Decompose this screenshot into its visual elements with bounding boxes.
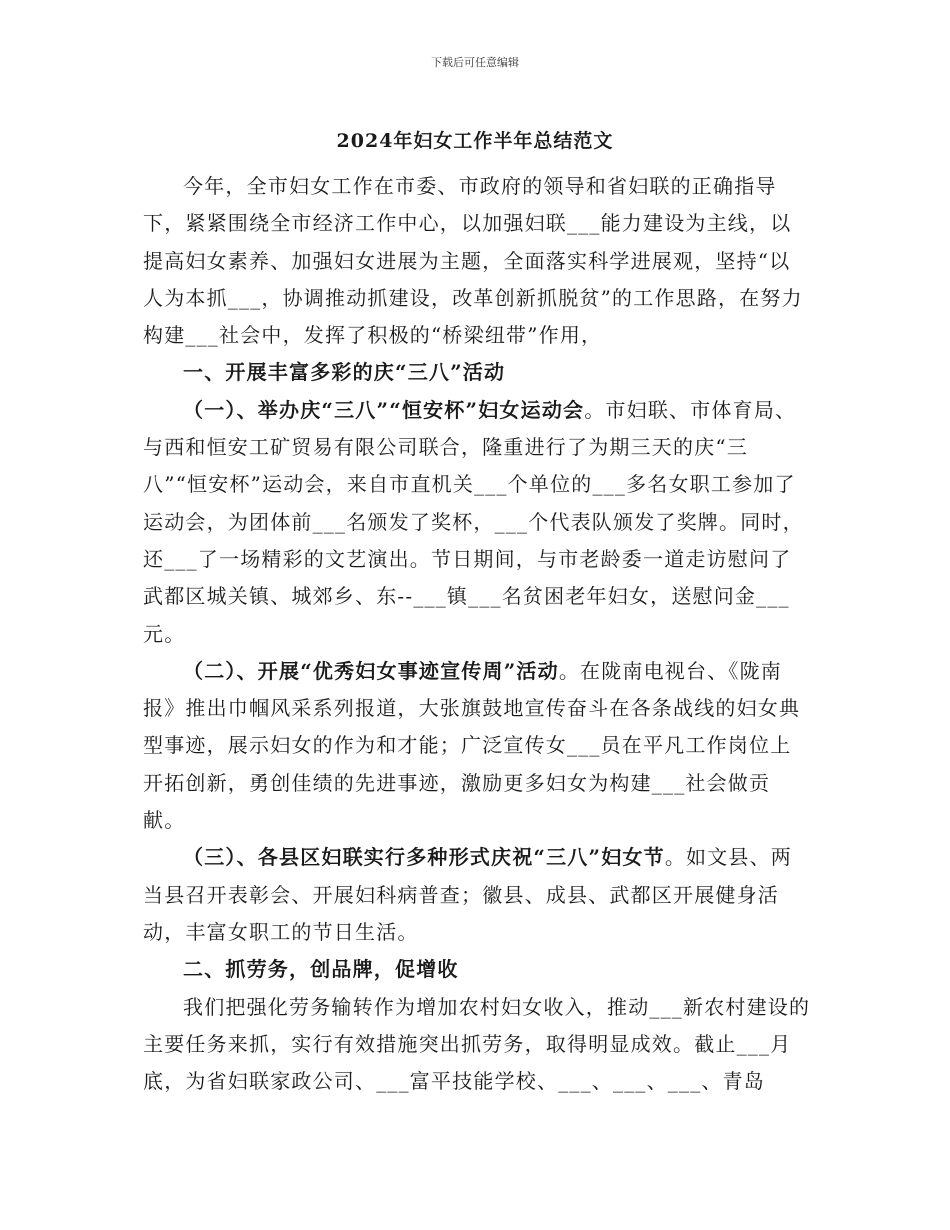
- intro-paragraph: 今年，全市妇女工作在市委、市政府的领导和省妇联的正确指导下，紧紧围绕全市经济工作中心，以加强妇联___能力建设为主线，以提高妇女素养、加强妇女进展为主题，全面落实科学进展观，坚持“以人为本抓___，协调推动抓建设，改革创新抓脱贫”的工作思路，在努力构建___社会中，发挥了积极的“桥梁纽带”作用，: [143, 174, 803, 348]
- subsection-lead-3: （三）、各县区妇联实行多种形式庆祝“三八”妇女节: [183, 845, 665, 870]
- labor-paragraph: 我们把强化劳务输转作为增加农村妇女收入，推动___新农村建设的主要任务来抓，实行有效措施突出抓劳务，取得明显成效。截止___月底，为省妇联家政公司、___富平技能学校、___、___、___、青岛: [143, 994, 811, 1094]
- subsection-body-3: 。如文县、两当县召开表彰会、开展妇科病普查；徽县、成县、武都区开展健身活动，丰富女职工的节日生活。: [143, 845, 793, 944]
- subsection-lead-1: （一）、举办庆“三八”“恒安杯”妇女运动会: [183, 397, 585, 422]
- section-heading-1: 一、开展丰富多彩的庆“三八”活动: [183, 360, 506, 385]
- subsection-paragraph-3: [143, 839, 811, 951]
- subsection-lead-2: （二）、开展“优秀妇女事迹宣传周”活动: [183, 658, 559, 683]
- subsection-body-2: 。在陇南电视台、《陇南报》推出巾帼风采系列报道，大张旗鼓地宣传奋斗在各条战线的妇女典型事迹，展示妇女的作为和才能；广泛宣传女___员在平凡工作岗位上开拓创新，勇创佳绩的先进事迹，激励更多妇女为构建___社会做贡献。: [143, 658, 801, 833]
- subsection-body-1: 。市妇联、市体育局、与西和恒安工矿贸易有限公司联合，隆重进行了为期三天的庆“三八”“恒安杯”运动会，来自市直机关___个单位的___多名女职工参加了运动会，为团体前___名颁发了奖杯，___个代表队颁发了奖牌。同时，还___了一场精彩的文艺演出。节日期间，与市老龄委一道走访慰问了武都区城关镇、城郊乡、东--___镇___名贫困老年妇女，送慰问金___元。: [143, 397, 804, 646]
- section-heading-2: 二、抓劳务，创品牌，促增收: [183, 957, 459, 982]
- subsection-paragraph-1: [143, 392, 811, 653]
- header-note: 下载后可任意编辑: [431, 56, 519, 69]
- document-body: [143, 168, 811, 1100]
- document-title: 2024年妇女工作半年总结范文: [336, 130, 614, 152]
- subsection-paragraph-2: [143, 653, 811, 839]
